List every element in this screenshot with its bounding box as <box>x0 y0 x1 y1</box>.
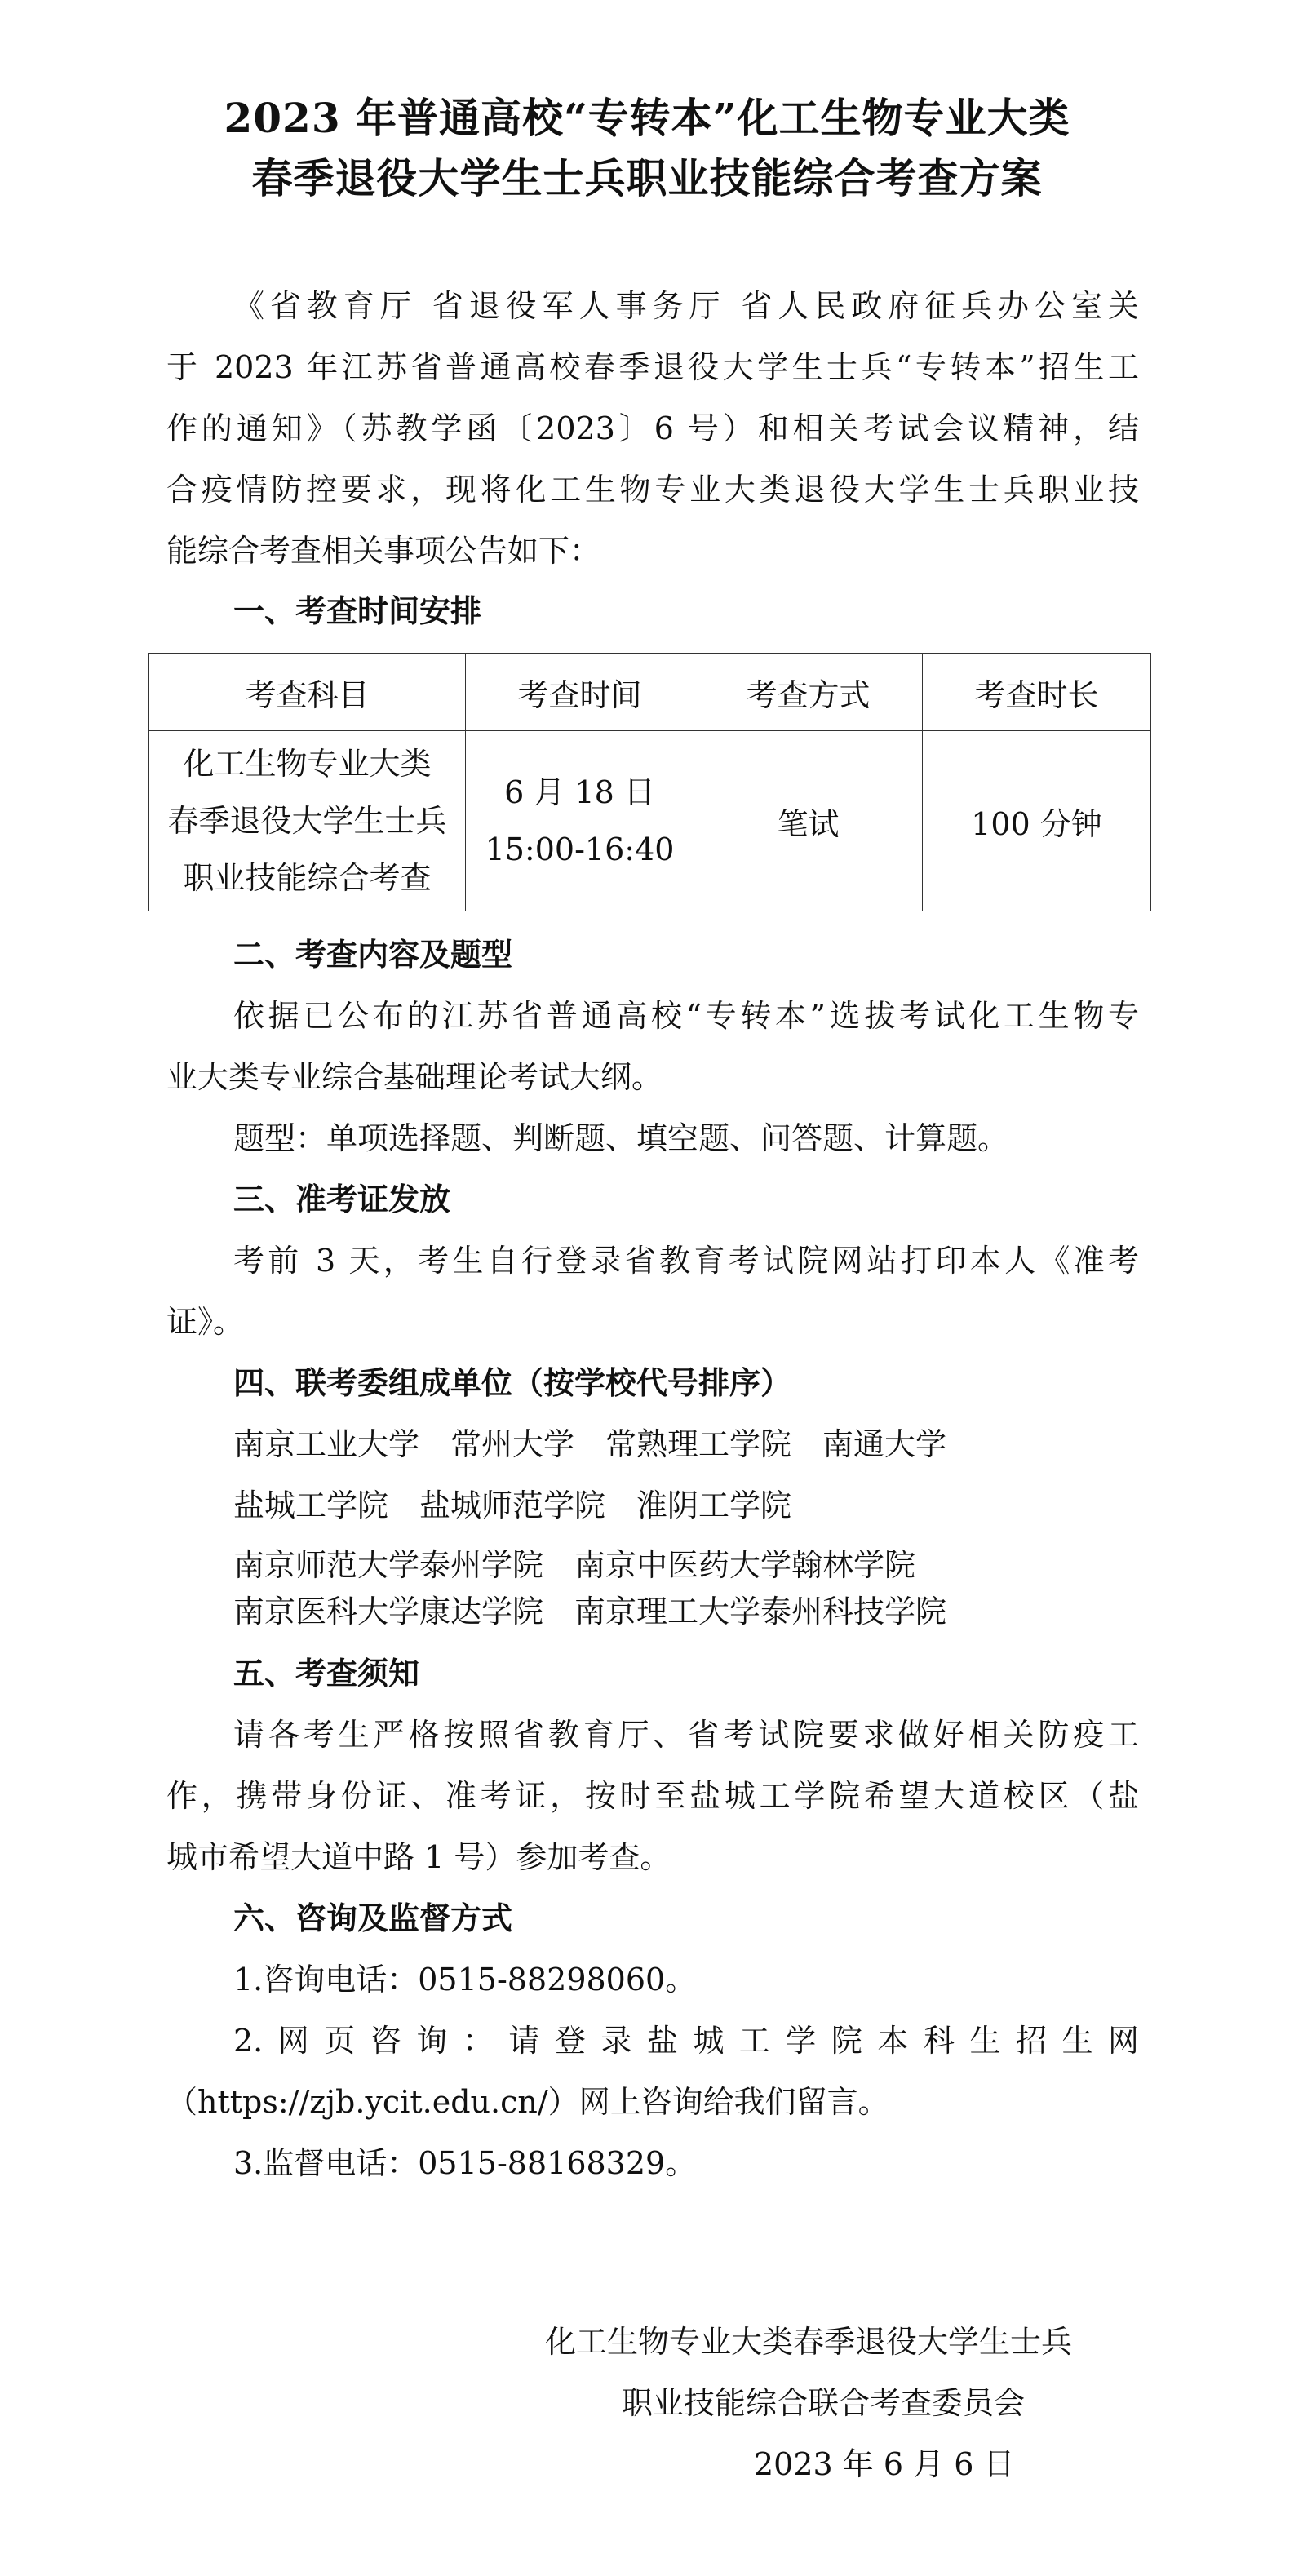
web-consult-url-line: （https://zjb.ycit.edu.cn/）网上咨询给我们留言。 <box>166 2084 889 2120</box>
subject-line: 化工生物专业大类 <box>183 746 432 782</box>
time-cell <box>466 731 694 911</box>
signature-date: 2023 年 6 月 6 日 <box>754 2446 1015 2482</box>
table-header-cell: 考查时长 <box>923 654 1151 731</box>
table-row <box>149 731 1151 911</box>
section-2-line-1: 依据已公布的江苏省普通高校“专转本”选拔考试化工生物专 <box>233 998 1139 1034</box>
consult-phone: 1.咨询电话：0515-88298060。 <box>233 1962 697 1997</box>
member-school-line: 南京医科大学康达学院 南京理工大学泰州科技学院 <box>233 1594 947 1629</box>
section-3-line-1: 考前 3 天，考生自行登录省教育考试院网站打印本人《准考 <box>233 1243 1139 1279</box>
section-5-line-1: 请各考生严格按照省教育厅、省考试院要求做好相关防疫工 <box>233 1717 1139 1753</box>
section-6-heading: 六、咨询及监督方式 <box>233 1900 513 1936</box>
section-5-line-2: 作，携带身份证、准考证，按时至盐城工学院希望大道校区（盐 <box>166 1778 1139 1814</box>
intro-line-4: 合疫情防控要求，现将化工生物专业大类退役大学生士兵职业技 <box>166 472 1139 508</box>
web-consult-line: 2.网页咨询：请登录盐城工学院本科生招生网 <box>233 2023 1139 2059</box>
section-5-heading: 五、考查须知 <box>233 1655 420 1691</box>
subject-line: 职业技能综合考查 <box>183 860 432 896</box>
schedule-table <box>148 653 1151 911</box>
intro-line-5: 能综合考查相关事项公告如下： <box>166 533 601 569</box>
table-header-row <box>149 654 1151 731</box>
section-2-line-3: 题型：单项选择题、判断题、填空题、问答题、计算题。 <box>233 1120 1009 1156</box>
doc-title-line-1: 2023 年普通高校“专转本”化工生物专业大类 <box>224 94 1070 142</box>
table-header-cell: 考查时间 <box>466 654 694 731</box>
member-school-line: 盐城工学院 盐城师范学院 淮阴工学院 <box>233 1488 792 1523</box>
section-2-heading: 二、考查内容及题型 <box>233 936 513 973</box>
table-header-cell: 考查科目 <box>149 654 466 731</box>
intro-line-2: 于 2023 年江苏省普通高校春季退役大学生士兵“专转本”招生工 <box>166 349 1139 385</box>
signature-line-1: 化工生物专业大类春季退役大学生士兵 <box>545 2324 1073 2360</box>
method-cell: 笔试 <box>694 731 923 911</box>
section-5-line-3: 城市希望大道中路 1 号）参加考查。 <box>166 1839 671 1875</box>
time-date: 6 月 18 日 <box>504 774 655 810</box>
intro-line-3: 作的通知》（苏教学函〔2023〕6 号）和相关考试会议精神，结 <box>166 410 1139 446</box>
supervision-phone: 3.监督电话：0515-88168329。 <box>233 2145 697 2181</box>
intro-line-1: 《省教育厅 省退役军人事务厅 省人民政府征兵办公室关 <box>233 288 1139 324</box>
section-2-line-2: 业大类专业综合基础理论考试大纲。 <box>166 1059 663 1095</box>
time-range: 15:00-16:40 <box>485 831 675 867</box>
doc-title-line-2: 春季退役大学生士兵职业技能综合考查方案 <box>251 154 1043 202</box>
subject-line: 春季退役大学生士兵 <box>167 803 447 839</box>
section-1-heading: 一、考查时间安排 <box>233 592 482 629</box>
member-school-line: 南京工业大学 常州大学 常熟理工学院 南通大学 <box>233 1426 947 1462</box>
table-header-cell: 考查方式 <box>694 654 923 731</box>
section-3-line-2: 证》。 <box>166 1304 245 1340</box>
section-3-heading: 三、准考证发放 <box>233 1181 451 1217</box>
signature-line-2: 职业技能综合联合考查委员会 <box>622 2385 1026 2421</box>
section-4-heading: 四、联考委组成单位（按学校代号排序） <box>233 1364 792 1401</box>
member-school-line: 南京师范大学泰州学院 南京中医药大学翰林学院 <box>233 1547 916 1583</box>
duration-cell: 100 分钟 <box>923 731 1151 911</box>
subject-cell <box>149 731 466 911</box>
